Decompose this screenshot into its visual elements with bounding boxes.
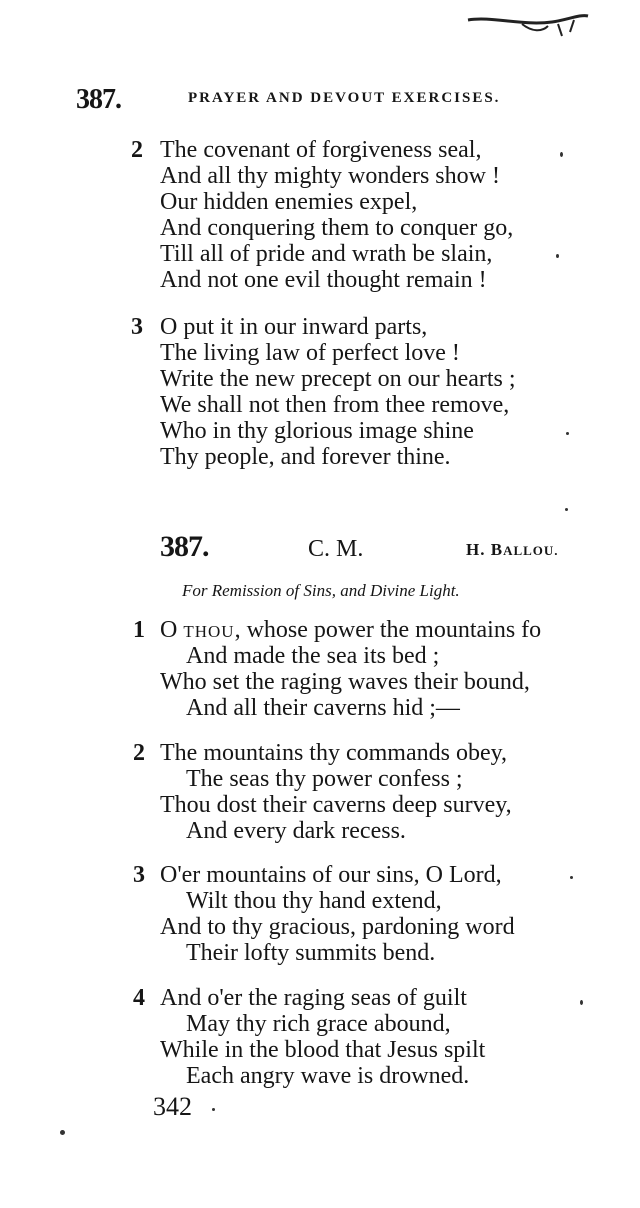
ink-speck [560, 152, 563, 157]
verse-line: Wilt thou thy hand extend, [186, 888, 442, 914]
verse-line: And made the sea its bed ; [186, 643, 440, 669]
verse-line: O put it in our inward parts, [160, 314, 428, 340]
author-surname: ALLOU. [503, 543, 559, 558]
verse-line: And not one evil thought remain ! [160, 267, 487, 293]
running-title: PRAYER AND DEVOUT EXERCISES. [188, 90, 501, 106]
verse-line: The living law of perfect love ! [160, 340, 460, 366]
ink-speck [580, 1000, 583, 1005]
verse-line: And all their caverns hid ;— [186, 695, 460, 721]
verse-line: And conquering them to conquer go, [160, 215, 514, 241]
header-hymn-number: 387. [76, 84, 121, 115]
stanza-number: 2 [131, 137, 143, 163]
first-word-small-caps: THOU [183, 622, 235, 641]
verse-line: And o'er the raging seas of guilt [160, 985, 467, 1011]
verse-line: Till all of pride and wrath be slain, [160, 241, 493, 267]
verse-line: The covenant of forgiveness seal, [160, 137, 482, 163]
ink-speck [556, 254, 559, 258]
ink-speck [570, 876, 573, 879]
verse-line: While in the blood that Jesus spilt [160, 1037, 486, 1063]
author-initial: H. B [466, 540, 504, 559]
stanza-number: 3 [131, 314, 143, 340]
verse-line-rest: , whose power the mountains fo [234, 617, 542, 643]
hymn-number: 387. [160, 530, 209, 563]
ink-speck [60, 1130, 65, 1135]
stanza-number: 3 [133, 862, 145, 888]
verse-line: We shall not then from thee remove, [160, 392, 510, 418]
verse-line: Who set the raging waves their bound, [160, 669, 530, 695]
verse-line: The mountains thy commands obey, [160, 740, 508, 766]
ornament-flourish [462, 6, 592, 42]
hymn-subtitle: For Remission of Sins, and Divine Light. [182, 581, 460, 600]
verse-line: Each angry wave is drowned. [186, 1063, 470, 1089]
verse-line: Our hidden enemies expel, [160, 189, 418, 215]
first-word: O [160, 617, 184, 643]
stanza-number: 1 [133, 617, 145, 643]
verse-line [160, 617, 541, 645]
verse-line: Who in thy glorious image shine [160, 418, 474, 444]
verse-line: And all thy mighty wonders show ! [160, 163, 500, 189]
stanza-number: 2 [133, 740, 145, 766]
hymn-author [466, 540, 559, 560]
ink-speck [212, 1108, 215, 1111]
verse-line: Thou dost their caverns deep survey, [160, 792, 512, 818]
verse-line: O'er mountains of our sins, O Lord, [160, 862, 502, 888]
verse-line: And every dark recess. [186, 818, 406, 844]
stanza-number: 4 [133, 985, 145, 1011]
verse-line: May thy rich grace abound, [186, 1011, 451, 1037]
ink-speck [565, 508, 568, 511]
verse-line: And to thy gracious, pardoning word [160, 914, 515, 940]
verse-line: Thy people, and forever thine. [160, 444, 451, 470]
page-number: 342 [153, 1092, 192, 1121]
verse-line: Write the new precept on our hearts ; [160, 366, 516, 392]
verse-line: The seas thy power confess ; [186, 766, 463, 792]
verse-line: Their lofty summits bend. [186, 940, 436, 966]
hymn-meter: C. M. [308, 536, 364, 562]
ink-speck [566, 432, 569, 435]
